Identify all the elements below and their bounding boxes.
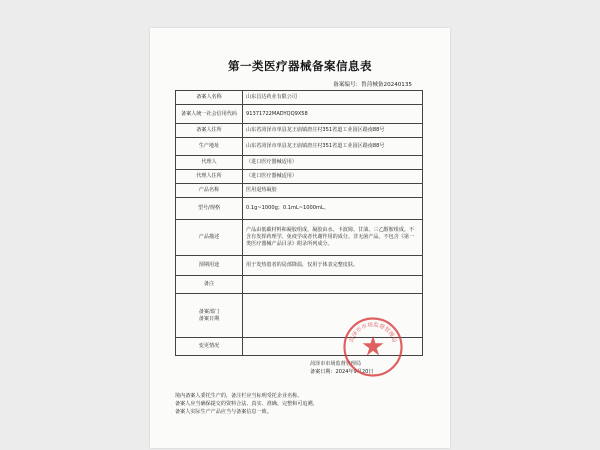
table-row bbox=[176, 198, 423, 220]
row-label: 备案部门 备案日期 bbox=[176, 294, 243, 338]
document-title: 第一类医疗器械备案信息表 bbox=[228, 59, 372, 73]
row-label: 代理人 bbox=[176, 156, 243, 170]
row-value: 产品由低碳材料和凝胶组成，凝胶由水、卡波姆、甘油、三乙醇胺组成。不含有发挥药理学、免疫学或者代谢作用的成分。非无菌产品。不包含《第一类医疗器械产品目录》附录所列成分。 bbox=[243, 220, 423, 256]
row-label: 产品名称 bbox=[176, 184, 243, 198]
row-label: 备案人住所 bbox=[176, 124, 243, 138]
row-value bbox=[243, 276, 423, 294]
document-page bbox=[150, 28, 450, 448]
row-value: 山东省菏泽市单县龙王庙镇唐庄村351省道工业园区路南88号 bbox=[243, 124, 423, 138]
row-label: 备注 bbox=[176, 276, 243, 294]
row-value: 山东省菏泽市单县龙王庙镇唐庄村351省道工业园区路南88号 bbox=[243, 138, 423, 156]
table-row bbox=[176, 138, 423, 156]
row-label: 型号/规格 bbox=[176, 198, 243, 220]
row-label: 变更情况 bbox=[176, 338, 243, 356]
table-row bbox=[176, 156, 423, 170]
row-value: 0.1g~1000g；0.1mL~1000mL。 bbox=[243, 198, 423, 220]
footer-note: 备案人应当确保提交的资料合法、真实、准确、完整和可追溯。 bbox=[175, 401, 318, 408]
official-seal-icon bbox=[342, 316, 404, 378]
row-label: 代理人住所 bbox=[176, 170, 243, 184]
department-name: 菏泽市市场监督管理局 bbox=[310, 361, 361, 367]
row-value: （进口医疗器械适用） bbox=[243, 170, 423, 184]
row-value: 医用退热凝胶 bbox=[243, 184, 423, 198]
table-row bbox=[176, 124, 423, 138]
record-date: 备案日期：2024年9月20日 bbox=[310, 368, 374, 375]
footer-note: 境内备案人委托生产的，备注栏应当标明受托企业名称。 bbox=[175, 393, 303, 399]
row-label: 预期用途 bbox=[176, 256, 243, 276]
row-value: 91371722MADYQQ9X58 bbox=[243, 105, 423, 124]
row-label: 生产地址 bbox=[176, 138, 243, 156]
record-number: 备案编号：鲁菏械备20240135 bbox=[333, 82, 412, 88]
table-row bbox=[176, 220, 423, 256]
row-value: 山东昌达药业有限公司 bbox=[243, 91, 423, 105]
table-row bbox=[176, 91, 423, 105]
table-row bbox=[176, 276, 423, 294]
row-label: 产品描述 bbox=[176, 220, 243, 256]
footer-notes bbox=[175, 392, 318, 416]
row-value: 用于发热患者的局部降温，仅用于体表完整皮肤。 bbox=[243, 256, 423, 276]
table-row bbox=[176, 170, 423, 184]
table-row bbox=[176, 105, 423, 124]
table-row bbox=[176, 184, 423, 198]
row-label: 备案人名称 bbox=[176, 91, 243, 105]
footer-note: 备案人实际生产产品应当与备案信息一致。 bbox=[175, 409, 272, 416]
row-label: 备案人统一社会信用代码 bbox=[176, 105, 243, 124]
seal-text: 菏泽市市场监督管理局 bbox=[349, 322, 397, 344]
table-row bbox=[176, 256, 423, 276]
row-value: （进口医疗器械适用） bbox=[243, 156, 423, 170]
